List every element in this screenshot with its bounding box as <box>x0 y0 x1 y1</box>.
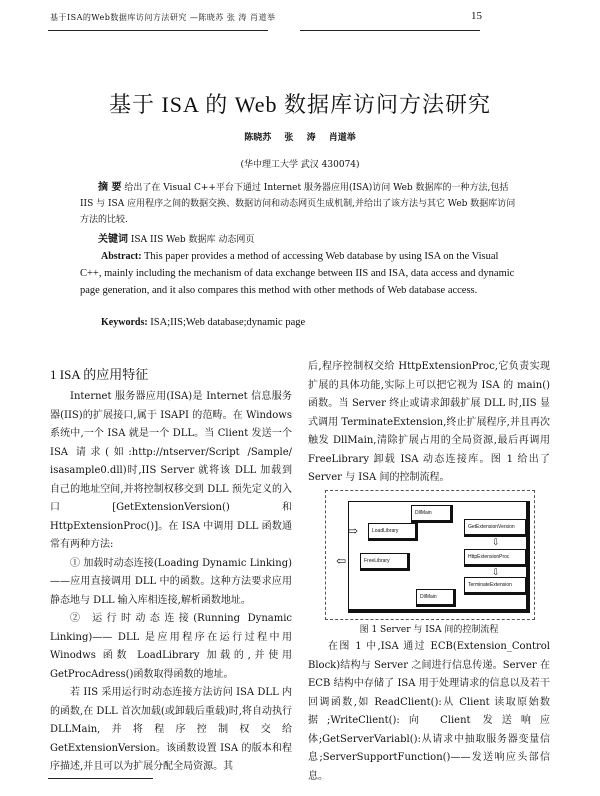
right-column-continued <box>308 638 550 786</box>
box-dllmain-top: DllMain <box>411 505 453 523</box>
box-getextensionversion: GetExtensionVersion <box>464 519 528 537</box>
keywords-en <box>80 315 520 331</box>
keywords-cn <box>80 232 520 248</box>
paragraph: ② 运行时动态连接(Running Dynamic Linking)—— DLL 是应用程序在运行过程中用 Winodws 函数 LoadLibrary 加载的,并使用 GetProcAdress()函数取得函数的地址。 <box>50 613 292 680</box>
authors: 陈晓苏 张 涛 肖道举 <box>244 133 356 143</box>
abstract-en-label: Abstract: <box>101 251 142 262</box>
box-freelibrary: FreeLibrary <box>360 553 410 571</box>
figure-caption: 图 1 Server 与 ISA 间的控制流程 <box>359 625 499 635</box>
abstract-cn <box>80 180 520 228</box>
keywords-en-label: Keywords: <box>101 317 148 328</box>
abstract-cn-label: 摘 要 <box>98 182 122 193</box>
abstract-en-text: This paper provides a method of accessing Web database by using ISA on the Visual C++, mainly including the mechanism of data exchange between IIS and ISA, data access and dynamic page generation, and it also compares this method with other methods of Web database access. <box>80 251 515 296</box>
box-terminateextension: TerminateExtension <box>464 577 528 595</box>
arrow-down-icon: ⇩ <box>492 538 500 548</box>
arrow-left-icon: ⇦ <box>336 554 347 568</box>
keywords-cn-text: ISA IIS Web 数据库 动态网页 <box>130 235 255 245</box>
affiliation: (华中理工大学 武汉 430074) <box>240 160 360 170</box>
box-dllmain-bottom: DllMain <box>416 589 456 607</box>
footnote-rule <box>48 778 153 779</box>
arrow-down-icon: ⇩ <box>492 568 500 578</box>
paragraph: 在图 1 中,ISA 通过 ECB(Extension_Control Block)结构与 Server 之间进行信息传递。Server 在 ECB 结构中存储了 ISA 用于处理请求的信息以及若干回调函数,如 ReadClient():从 Client 读取原始数据;WriteClient():向 Client 发送响应体;GetServerVariabl():从请求中抽取服务器变量信息;ServerSupportFunction()——发送响应头部信息。 <box>308 641 550 782</box>
paragraph: ① 加载时动态连接(Loading Dynamic Linking)——应用直接调用 DLL 中的函数。这种方法要求应用静态地与 DLL 输入库相连接,解析函数地址。 <box>50 557 292 606</box>
abstract-en <box>80 248 520 299</box>
header-rule-left <box>48 30 268 31</box>
paragraph: 若 IIS 采用运行时动态连接方法访问 ISA DLL 内的函数,在 DLL 首次加载(或卸载后重载)时,将自动执行 DLLMain,并将程序控制权交给 GetExtensionVersion。该函数设置 ISA 的版本和程序描述,并且可以为扩展分配全局资源。其 <box>50 687 292 772</box>
box-loadlibrary: LoadLibrary <box>368 523 418 541</box>
running-head: 基于ISA的Web数据库访问方法研究 —陈晓苏 张 涛 肖道举 <box>50 13 276 22</box>
right-column <box>308 358 550 488</box>
section-heading: 1 ISA 的应用特征 <box>50 367 149 382</box>
paper-title: 基于 ISA 的 Web 数据库访问方法研究 <box>108 92 491 117</box>
keywords-en-text: ISA;IIS;Web database;dynamic page <box>150 317 306 328</box>
keywords-cn-label: 关键词 <box>98 234 128 245</box>
box-httpextensionproc: HttpExtensionProc <box>464 549 528 567</box>
abstract-cn-text: 给出了在 Visual C++平台下通过 Internet 服务器应用(ISA)访问 Web 数据库的一种方法,包括 IIS 与 ISA 应用程序之间的数据交换、数据访问和动态网页生成机制,并给出了该方法与其它 Web 数据库访问方法的比较. <box>80 183 516 225</box>
left-column <box>50 388 292 777</box>
header-rule-right <box>300 30 480 31</box>
page-number: 15 <box>471 10 482 22</box>
figure-1 <box>325 490 535 620</box>
arrow-right-icon: ⇨ <box>348 524 359 538</box>
paragraph: 后,程序控制权交给 HttpExtensionProc,它负责实现扩展的具体功能,实际上可以把它视为 ISA 的 main()函数。当 Server 终止或请求卸载扩展 DLL 时,IIS 显式调用 TerminateExtension,终止扩展程序,并且再次触发 DllMain,清除扩展占用的全局资源,最后再调用 FreeLibrary 卸载 ISA 动态连接库。图 1 给出了 Server 与 ISA 间的控制流程。 <box>308 361 550 483</box>
paragraph: Internet 服务器应用(ISA)是 Internet 信息服务器(IIS)的扩展接口,属于 ISAPI 的范畴。在 Windows 系统中,一个 ISA 就是一个 DLL。当 Client 发送一个 ISA 请求(如:http://ntserver/Script /Sample/ isasample0.dll)时,IIS Server 就将该 DLL 加载到自己的地址空间,并将控制权移交到 DLL 预先定义的入口[GetExtensionVersion()和 HttpExtensionProc()]。在 ISA 中调用 DLL 函数通常有两种方法: <box>50 391 292 550</box>
